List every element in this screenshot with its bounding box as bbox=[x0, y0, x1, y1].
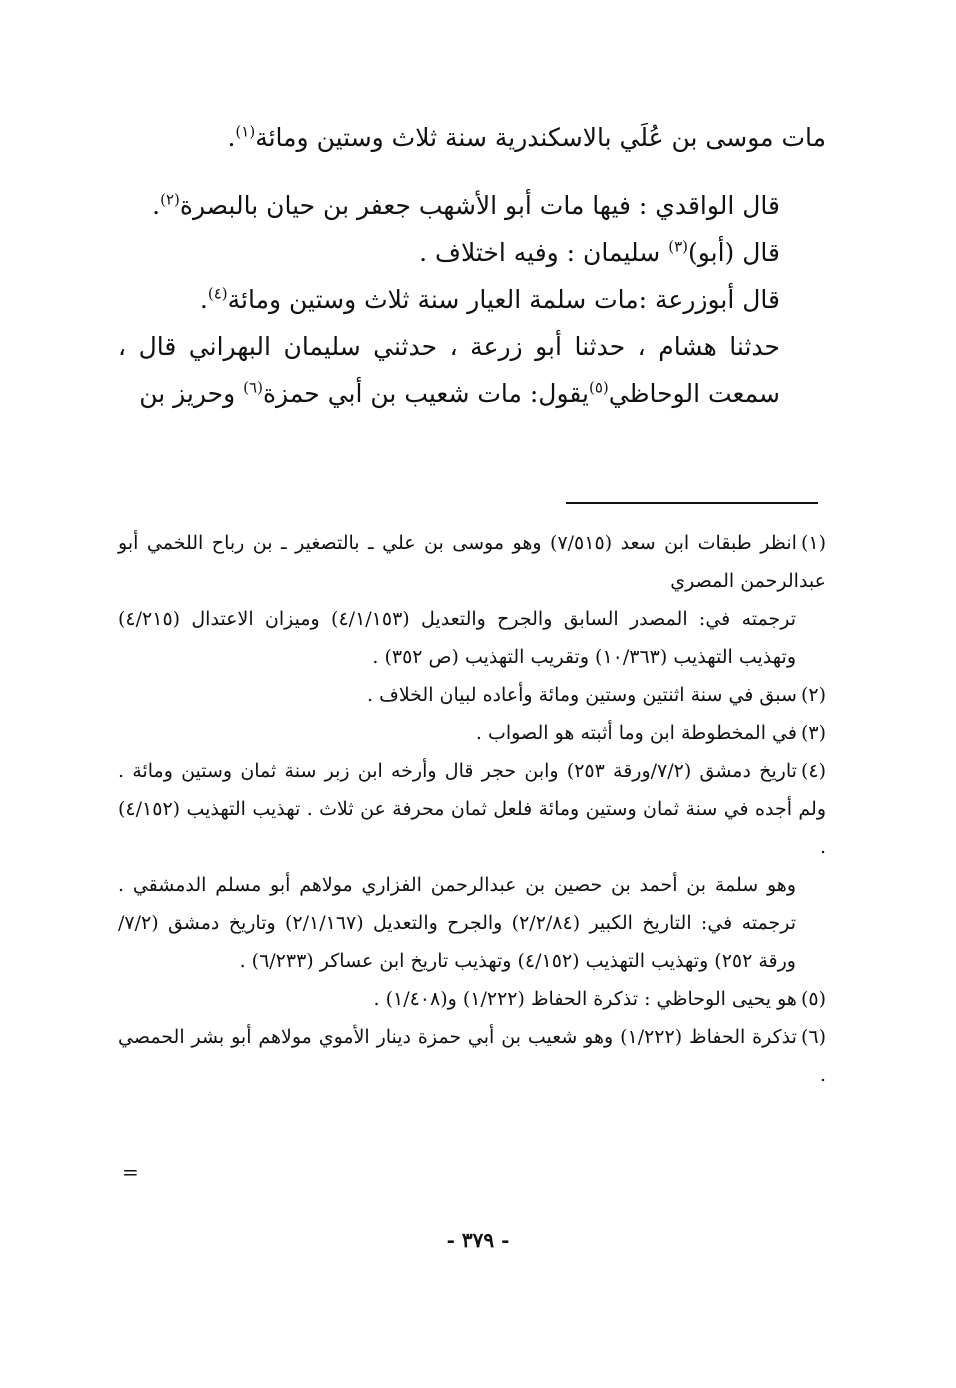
footnote-ref-5[interactable]: (٥) bbox=[588, 378, 609, 397]
main-paragraph-3-end: . bbox=[199, 285, 208, 314]
main-paragraph-4-part-c: وحريز بن bbox=[139, 379, 244, 408]
main-text bbox=[118, 118, 826, 417]
footnote-3-text: في المخطوطة ابن وما أثبته هو الصواب . bbox=[475, 722, 797, 744]
footnote-ref-4[interactable]: (٤) bbox=[207, 284, 228, 303]
main-paragraph-4-part-b: يقول: مات شعيب بن أبي حمزة bbox=[262, 379, 589, 408]
footnote-4 bbox=[118, 752, 826, 980]
footnote-4-text: تاريخ دمشق (٧/٢/ورقة ٢٥٣) وابن حجر قال وأرخه ابن زبر سنة ثمان وستين ومائة . ولم أجده في سنة ثمان وستين ومائة فلعل ثمان محرفة عن ثلاث . تهذيب التهذيب (٤/١٥٢) . bbox=[118, 760, 826, 858]
footnote-4-number: (٤) bbox=[800, 760, 826, 782]
footnote-1-text: انظر طبقات ابن سعد (٧/٥١٥) وهو موسى بن علي ـ بالتصغير ـ بن رباح اللخمي أبو عبدالرحمن المصري bbox=[118, 532, 826, 592]
footnote-1-continuation: ترجمته في: المصدر السابق والجرح والتعديل (٤/١/١٥٣) وميزان الاعتدال (٤/٢١٥) وتهذيب التهذيب (١٠/٣٦٣) وتقريب التهذيب (ص ٣٥٢) . bbox=[118, 608, 796, 668]
page-number: - ٣٧٩ - bbox=[446, 1228, 510, 1252]
footnote-ref-3[interactable]: (٣) bbox=[668, 237, 688, 256]
continuation-mark: = bbox=[122, 1160, 139, 1184]
footnote-separator bbox=[566, 502, 818, 504]
main-line-1-text: مات موسى بن عُلَي بالاسكندرية سنة ثلاث وستين ومائة bbox=[255, 123, 826, 152]
footnote-1-number: (١) bbox=[800, 532, 826, 554]
footnote-3 bbox=[118, 714, 826, 752]
footnote-ref-6[interactable]: (٦) bbox=[243, 378, 263, 397]
footnote-5-number: (٥) bbox=[800, 988, 826, 1010]
main-paragraph-1-end: . bbox=[152, 191, 161, 220]
main-paragraph-1-text: قال الواقدي : فيها مات أبو الأشهب جعفر بن حيان بالبصرة bbox=[179, 191, 780, 220]
footnote-5-text: هو يحيى الوحاظي : تذكرة الحفاظ (١/٢٢٢) و(١/٤٠٨) . bbox=[373, 988, 797, 1010]
footnote-ref-1[interactable]: (١) bbox=[235, 122, 256, 141]
footnote-2-number: (٢) bbox=[800, 684, 826, 706]
footnote-ref-2[interactable]: (٢) bbox=[160, 190, 180, 209]
footnote-6-text: تذكرة الحفاظ (١/٢٢٢) وهو شعيب بن أبي حمزة دينار الأموي مولاهم أبو بشر الحمصي . bbox=[118, 1026, 826, 1086]
main-paragraph-2-rest: سليمان : وفيه اختلاف . bbox=[419, 238, 669, 267]
footnote-4-continuation: وهو سلمة بن أحمد بن حصين بن عبدالرحمن الفزاري مولاهم أبو مسلم الدمشقي . ترجمته في: التاريخ الكبير (٢/٢/٨٤) والجرح والتعديل (٢/١/١٦٧) وتاريخ دمشق (٧/٢/ورقة ٢٥٢) وتهذيب التهذيب (٤/١٥٢) وتهذيب تاريخ ابن عساكر (٦/٢٣٣) . bbox=[118, 874, 796, 972]
footnote-1 bbox=[118, 524, 826, 676]
main-line-1 bbox=[118, 118, 826, 158]
main-paragraph-3 bbox=[118, 276, 826, 323]
footnote-3-number: (٣) bbox=[800, 722, 826, 744]
main-paragraph-2 bbox=[118, 229, 826, 276]
main-paragraph-4-part-a: حدثنا هشام ، حدثنا أبو زرعة ، حدثني سليمان البهراني قال ، سمعت الوحاظي bbox=[118, 332, 780, 408]
footnote-2 bbox=[118, 676, 826, 714]
main-paragraph-1 bbox=[118, 182, 826, 229]
footnote-2-text: سبق في سنة اثنتين وستين ومائة وأعاده لبيان الخلاف . bbox=[367, 684, 797, 706]
main-paragraph-2-start: قال (أبو) bbox=[687, 238, 780, 267]
footnote-5 bbox=[118, 980, 826, 1018]
footnote-6-number: (٦) bbox=[800, 1026, 826, 1048]
footnote-6 bbox=[118, 1018, 826, 1094]
main-paragraph-4 bbox=[118, 323, 826, 417]
main-line-1-end: . bbox=[227, 123, 236, 152]
main-paragraph-3-text: قال أبوزرعة :مات سلمة العيار سنة ثلاث وستين ومائة bbox=[227, 285, 780, 314]
footnotes bbox=[118, 524, 826, 1094]
